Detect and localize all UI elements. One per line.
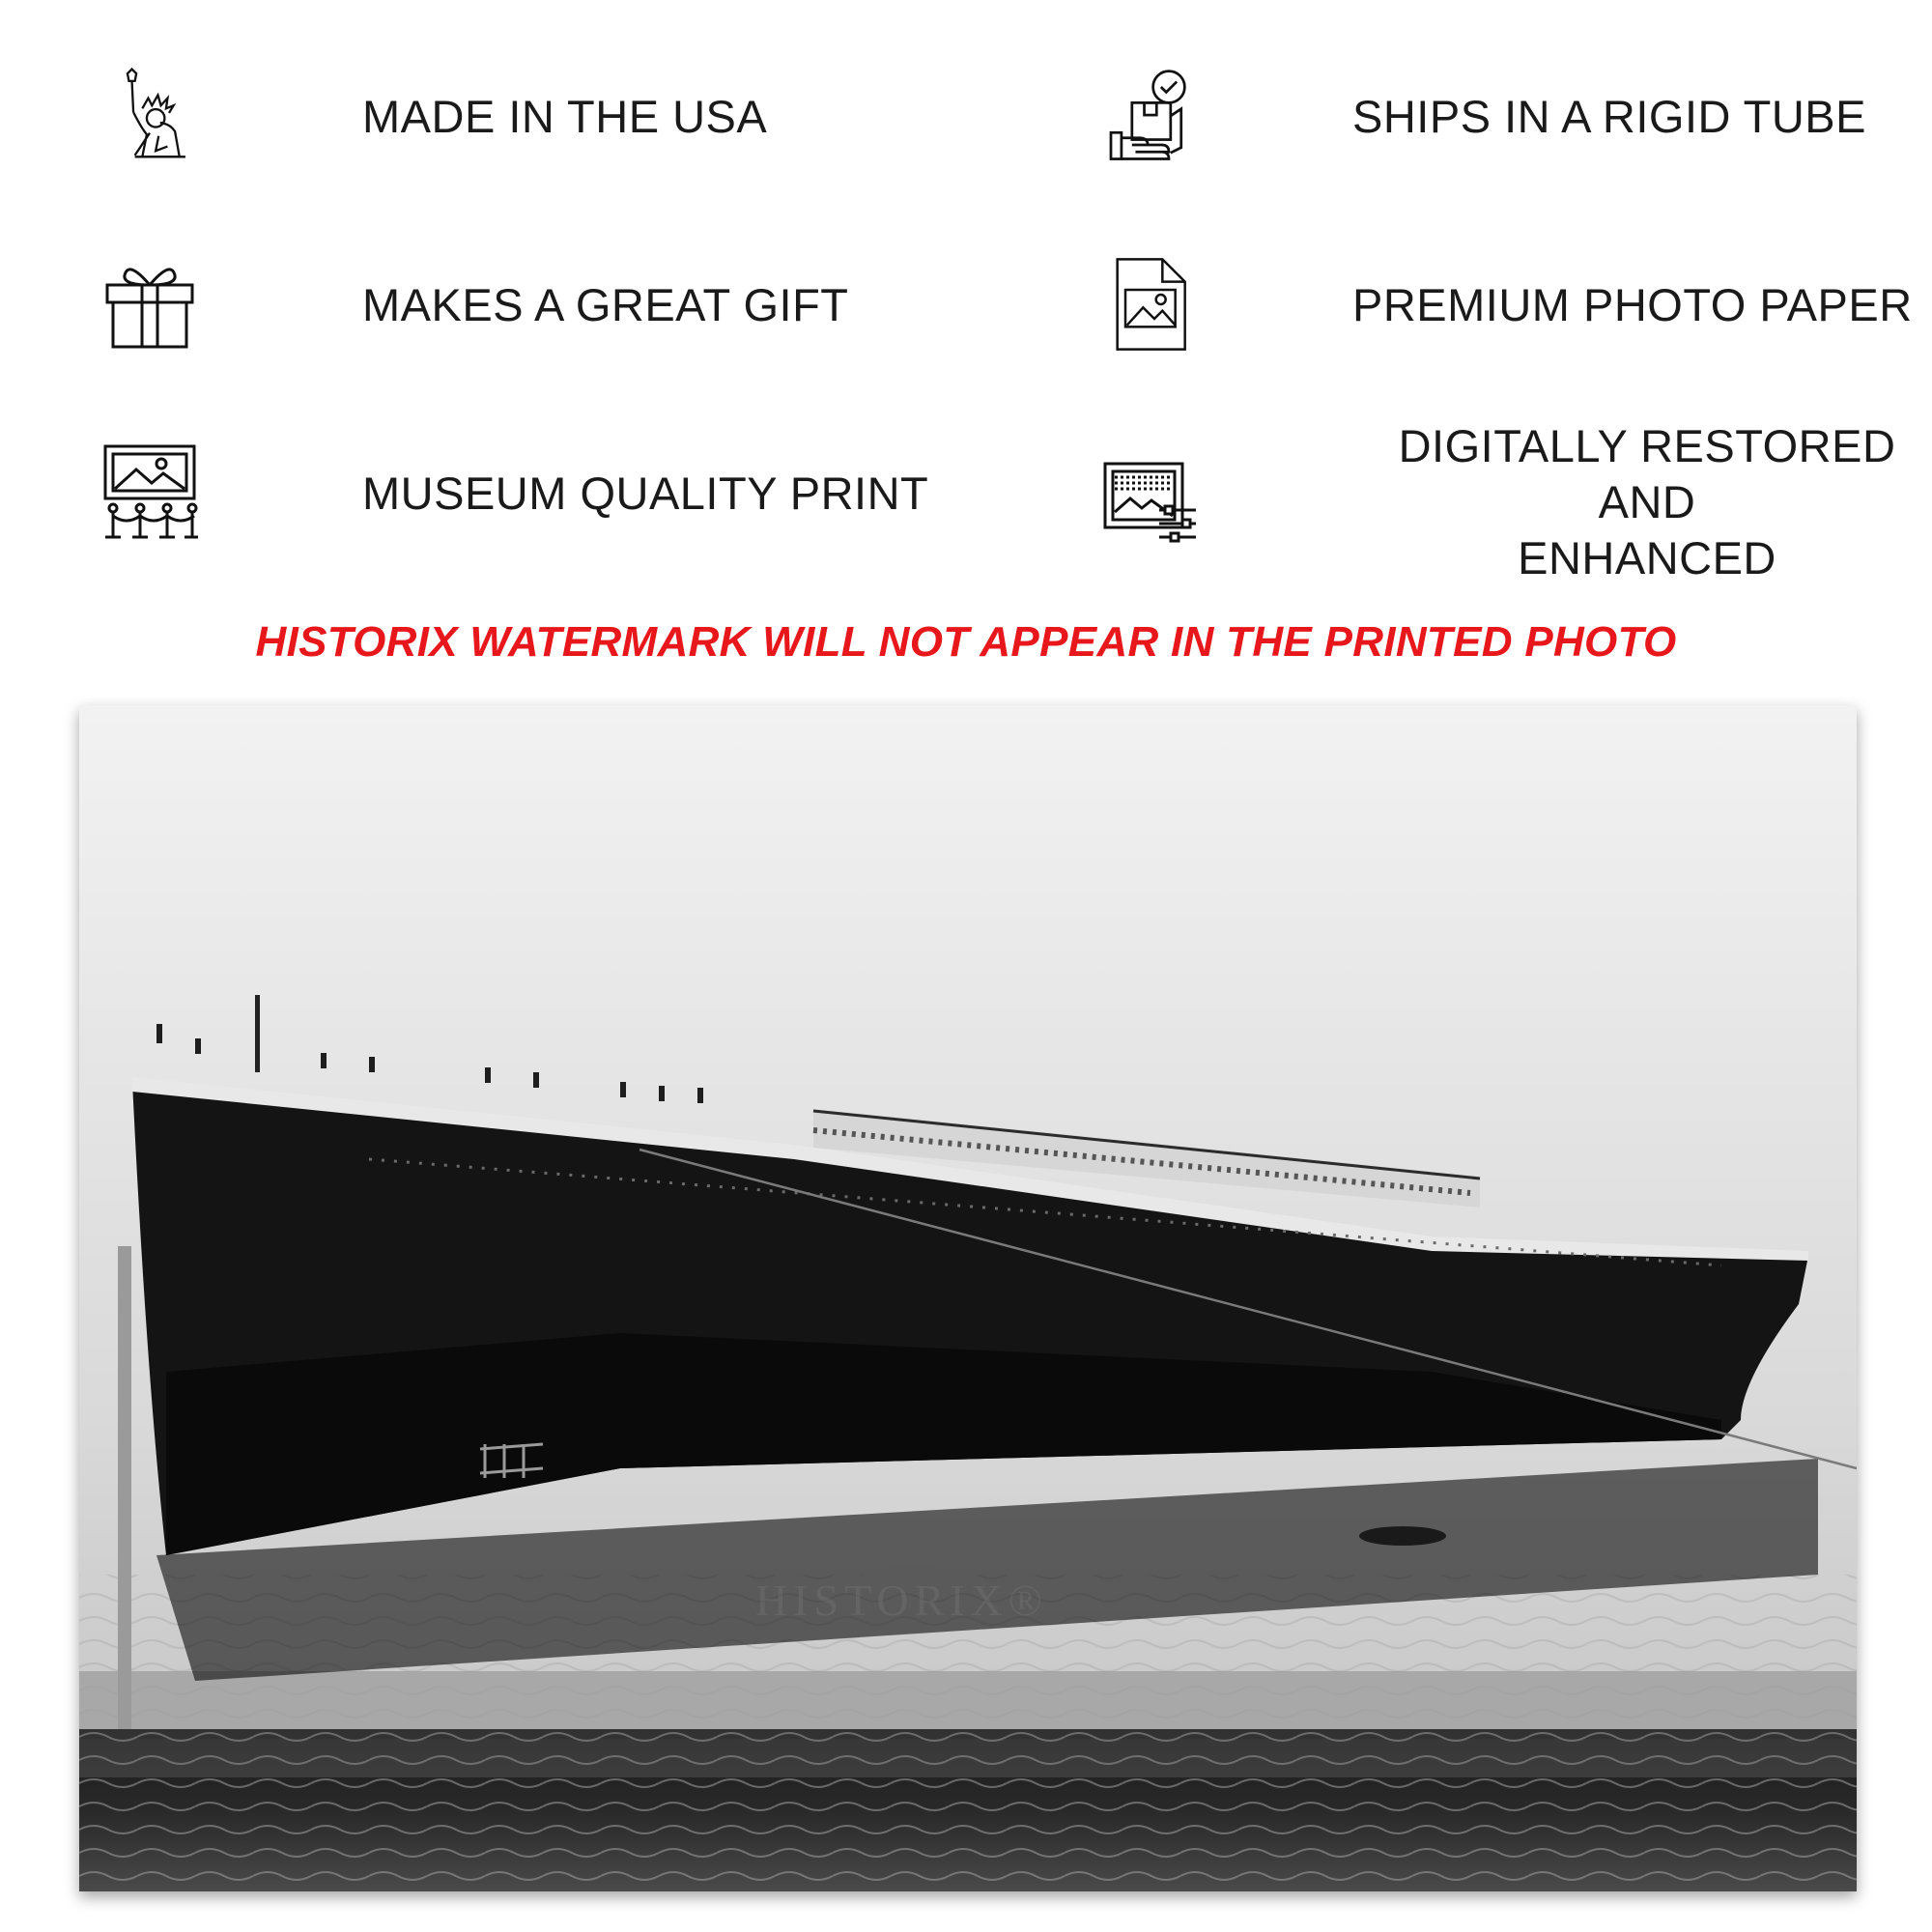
feature-label: MUSEUM QUALITY PRINT [362,467,929,519]
package-check-icon [1101,68,1198,164]
feature-label: SHIPS IN A RIGID TUBE [1352,90,1866,142]
image-adjust-icon [1101,454,1198,551]
feature-digitally-restored [1101,420,1932,583]
watermark-notice: HISTORIX WATERMARK WILL NOT APPEAR IN THE PRINTED PHOTO [255,618,1677,666]
feature-made-in-usa [101,53,767,179]
feature-great-gift [101,251,849,357]
statue-of-liberty-icon [101,68,198,164]
feature-label: MAKES A GREAT GIFT [362,278,849,330]
product-photo [79,705,1857,1891]
feature-label-line-2: ENHANCED [1518,532,1776,583]
feature-label: PREMIUM PHOTO PAPER [1352,278,1913,330]
photo-watermark: HISTORIX® [755,1576,1048,1625]
feature-label: MADE IN THE USA [362,90,768,142]
feature-photo-paper [1101,242,1913,367]
framed-picture-exhibit-icon [101,444,198,541]
gift-box-icon [101,256,198,353]
feature-label [1352,418,1932,586]
feature-rigid-tube [1101,53,1866,179]
photo-file-icon [1101,256,1198,353]
feature-label-line-1: DIGITALLY RESTORED AND [1398,420,1896,527]
feature-museum-quality [101,440,928,546]
